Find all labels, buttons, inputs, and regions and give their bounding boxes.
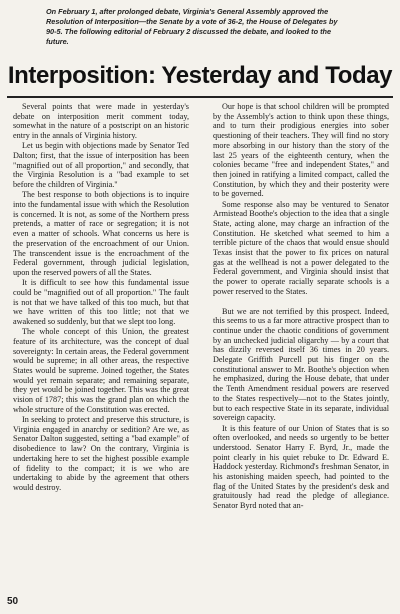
paragraph: But we are not terrified by this prospect. Indeed, this seems to us a far more attractive prospect than to continue under the chaotic conditions of government by an unchecked judicial oligarchy — by a court that has dizzily reversed itself 36 times in 20 years. Delegate Griffith Purcell put his finger on the constitutional answer to Mr. Boothe's objection when he emphasized, during the House debate, that under the Tenth Amendment residual powers are reserved to the States respectively—not to the States jointly, but to each respective State in its separate, individual sovereign capacity. — [213, 306, 389, 423]
left-column — [13, 102, 189, 493]
headline-rule — [7, 96, 393, 98]
page-number: 50 — [7, 596, 19, 607]
headline: Interposition: Yesterday and Today — [7, 62, 393, 89]
paragraph: The best response to both objections is to inquire into the fundamental issue with which the Resolution is concerned. It is not, as some of the Northern press pretends, a matter of race or segregation; it is not even a matter of schools. What concerns us here is the preservation of the encroachment of our Union. The transcendent issue is the encroachment of the Federal government, through judicial legislation, upon the reserved powers of all the States. — [13, 190, 189, 277]
paragraph: In seeking to protect and preserve this structure, is Virginia engaged in anarchy or sedition? Are we, as Senator Dalton suggested, setting a "bad example" of disobedience to law? On the contrary, Virginia is undertaking here to set the highest possible example of fidelity to the compact; it is we who are undertaking to abide by the agreement that others would destroy. — [13, 415, 189, 492]
paragraph: Several points that were made in yesterday's debate on interposition merit comment today, somewhat in the nature of a postscript on an historic entry in the annals of Virginia history. — [13, 102, 189, 141]
intro-note: On February 1, after prolonged debate, Virginia's General Assembly approved the Resolution of Interposition—the Senate by a vote of 36-2, the House of Delegates by 90-5. The following editorial of February 2 discussed the debate, and looked to the future. — [46, 7, 338, 46]
paragraph: Some response also may be ventured to Senator Armistead Boothe's objection to the idea that a single State, acting alone, may charge an infraction of the Constitution. He sketched what seemed to him a terrible picture of the chaos that would ensue should Texas insist that the power to fix prices on natural gas at the wellhead is not a power delegated to the Federal government, and Virginia should insist that the power to operate racially separate schools is a power reserved to the States. — [213, 199, 389, 296]
paragraph: It is difficult to see how this fundamental issue could be "magnified out of all proportion." The fault is not that we have talked of this too much, but that we have written of this too little; not that we awakened so suddenly, but that we slept too long. — [13, 278, 189, 326]
paragraph: Our hope is that school children will be prompted by the Assembly's action to think upon these things, and to turn their prodigious energies into sober questioning of their teachers. They will find no story more absorbing in our history than the story of the last 25 years of the eighteenth century, when the colonies became "free and independent States," and then joined in ratifying a limited compact, called the Constitution, by which they and their posterity were to be governed. — [213, 102, 389, 199]
paragraph: The whole concept of this Union, the greatest feature of its architecture, was the concept of dual sovereignty: In certain areas, the Federal government would be supreme; in all other areas, the respective States would be supreme. Joined together, the States would yet remain separate; and remaining separate, they yet would be joined together. This was the great vision of 1787; this was the grand plan on which the whole structure of the Constitution was erected. — [13, 327, 189, 414]
right-column — [213, 102, 389, 511]
paragraph: Let us begin with objections made by Senator Ted Dalton; first, that the issue of interposition has been "magnified out of all proportion," and secondly, that the Virginia Resolution is a "bad example to set before the children of Virginia." — [13, 141, 189, 190]
paragraph: It is this feature of our Union of States that is so often overlooked, and needs so urgently to be better understood. Senator Harry F. Byrd, Jr., made the point clearly in his quiet rebuke to Dr. Edward E. Haddock yesterday. Richmond's freshman Senator, in his astonishing maiden speech, had pointed to the flag of the United States by the president's desk and gratuitously had read the pledge of allegiance. Senator Byrd noted that an- — [213, 423, 389, 511]
